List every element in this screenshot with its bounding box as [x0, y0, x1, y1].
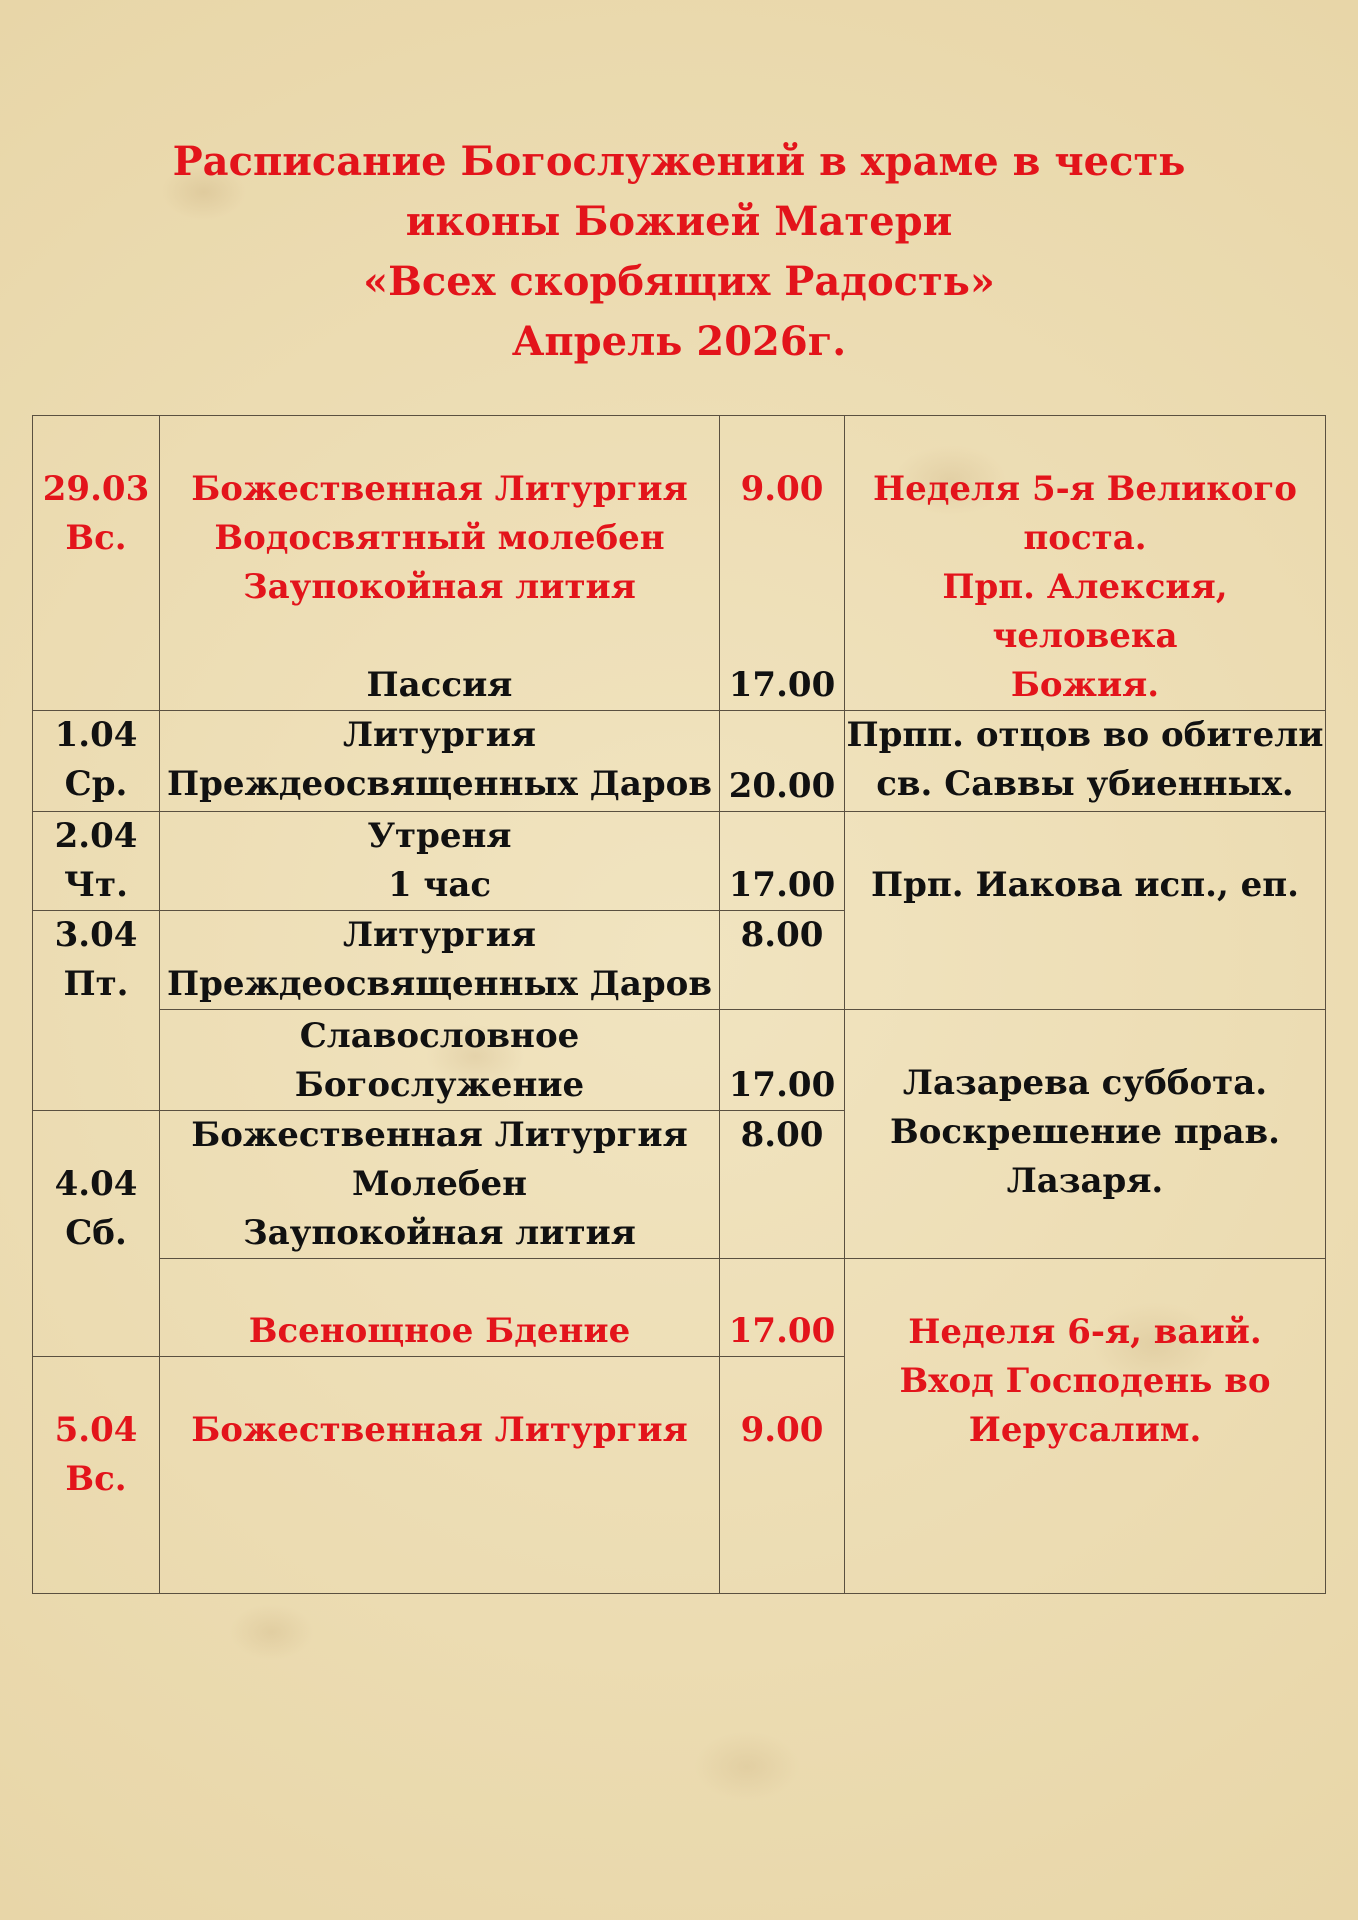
- service-line: Божественная Литургия: [191, 469, 688, 509]
- table-row: [33, 1010, 1326, 1111]
- weekday: Сб.: [65, 1213, 127, 1253]
- service-line: Преждеосвященных Даров: [167, 964, 712, 1004]
- date-cell: [33, 1357, 160, 1594]
- service-line: Божественная Литургия: [191, 1115, 688, 1155]
- page-title: [0, 132, 1358, 372]
- date: 29.03: [42, 469, 150, 509]
- date: 2.04: [54, 816, 138, 856]
- feast-line: поста.: [1023, 518, 1147, 558]
- time: 20.00: [728, 766, 836, 806]
- feast-line: Неделя 6-я, ваий.: [908, 1312, 1262, 1352]
- service-cell: [160, 1259, 720, 1357]
- time-cell: [720, 1259, 845, 1357]
- date-cell: [33, 812, 160, 911]
- feast-line: Прпп. отцов во обители: [846, 715, 1324, 755]
- time: 17.00: [728, 1065, 836, 1105]
- service-line: Преждеосвященных Даров: [167, 764, 712, 804]
- table-row: [33, 812, 1326, 911]
- feast-line: св. Саввы убиенных.: [876, 764, 1294, 804]
- service-cell: [160, 416, 720, 711]
- service-cell: [160, 1010, 720, 1111]
- feast-cell: [845, 1010, 1326, 1259]
- service-line: Водосвятный молебен: [214, 518, 665, 558]
- feast-cell: [845, 812, 1326, 1010]
- service-line: Божественная Литургия: [191, 1410, 688, 1450]
- date-cell: [33, 416, 160, 711]
- weekday: Вс.: [65, 1459, 127, 1499]
- feast-line: Божия.: [1010, 665, 1160, 705]
- title-line-4: Апрель 2026г.: [511, 318, 847, 365]
- time: 17.00: [728, 665, 836, 705]
- time-cell: [720, 812, 845, 911]
- date-cell: [33, 1111, 160, 1357]
- feast-line: Лазаря.: [1006, 1161, 1164, 1201]
- service-line: 1 час: [387, 865, 492, 905]
- weekday: Вс.: [65, 518, 127, 558]
- time: 17.00: [728, 865, 836, 905]
- service-cell: [160, 911, 720, 1010]
- time: 17.00: [728, 1311, 836, 1351]
- time: 8.00: [740, 1115, 824, 1155]
- feast-line: Воскрешение прав.: [890, 1112, 1280, 1152]
- service-cell: [160, 812, 720, 911]
- service-line: Литургия: [342, 915, 537, 955]
- time-cell: [720, 1357, 845, 1594]
- table-row: [33, 416, 1326, 711]
- weekday: Пт.: [63, 964, 129, 1004]
- title-line-1: Расписание Богослужений в храме в честь: [172, 138, 1186, 185]
- service-line: Заупокойная лития: [243, 1213, 636, 1253]
- date: 4.04: [54, 1164, 138, 1204]
- service-cell: [160, 1111, 720, 1259]
- service-cell: [160, 1357, 720, 1594]
- time: 9.00: [740, 469, 824, 509]
- feast-line: Иерусалим.: [968, 1410, 1202, 1450]
- time-cell: [720, 1010, 845, 1111]
- schedule-table: [32, 415, 1326, 1594]
- date: 1.04: [54, 715, 138, 755]
- feast-line: Неделя 5-я Великого: [872, 469, 1297, 509]
- title-line-3: «Всех скорбящих Радость»: [363, 258, 995, 305]
- feast-line: Прп. Алексия, человека: [942, 567, 1228, 656]
- feast-cell: [845, 1259, 1326, 1594]
- service-line: Всенощное Бдение: [248, 1311, 631, 1351]
- service-line: Славословное Богослужение: [294, 1016, 585, 1105]
- title-line-2: иконы Божией Матери: [405, 198, 953, 245]
- time-cell: [720, 416, 845, 711]
- service-line: Пассия: [366, 665, 513, 705]
- feast-line: Лазарева суббота.: [902, 1063, 1268, 1103]
- date: 3.04: [54, 915, 138, 955]
- feast-cell: [845, 416, 1326, 711]
- feast-line: Вход Господень во: [899, 1361, 1271, 1401]
- weekday: Ср.: [64, 764, 128, 804]
- date-cell: [33, 911, 160, 1111]
- time-cell: [720, 711, 845, 812]
- table-row: [33, 1259, 1326, 1357]
- service-line: Заупокойная лития: [243, 567, 636, 607]
- date: 5.04: [54, 1410, 138, 1450]
- weekday: Чт.: [64, 865, 128, 905]
- service-line: Литургия: [342, 715, 537, 755]
- service-line: Молебен: [351, 1164, 528, 1204]
- table-row: [33, 711, 1326, 812]
- feast-cell: [845, 711, 1326, 812]
- service-cell: [160, 711, 720, 812]
- date-cell: [33, 711, 160, 812]
- time-cell: [720, 911, 845, 1010]
- service-line: Утреня: [367, 816, 512, 856]
- feast-line: Прп. Иакова исп., еп.: [871, 865, 1299, 905]
- time-cell: [720, 1111, 845, 1259]
- time: 9.00: [740, 1410, 824, 1450]
- time: 8.00: [740, 915, 824, 955]
